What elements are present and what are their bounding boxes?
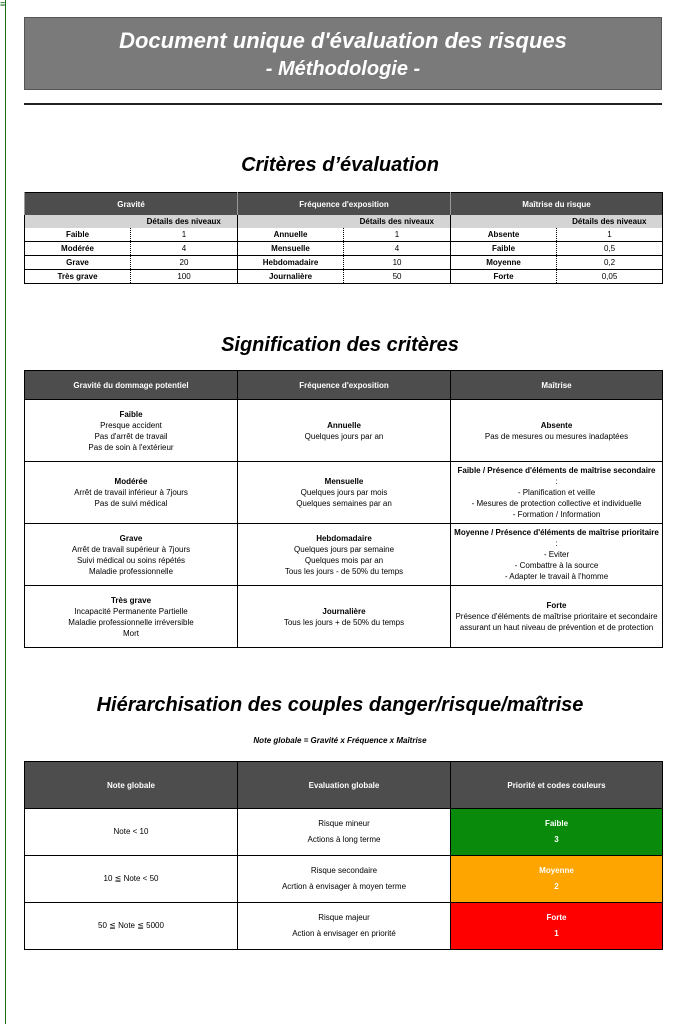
table-row bbox=[25, 903, 663, 950]
frequency-label: Hebdomadaire bbox=[238, 256, 344, 270]
priority-cell bbox=[451, 903, 663, 950]
control-cell bbox=[451, 462, 663, 524]
note-cell: 50 ≦ Note ≦ 5000 bbox=[25, 903, 238, 950]
frequency-line: Quelques semaines par an bbox=[296, 499, 392, 508]
control-label: Faible bbox=[451, 242, 557, 256]
control-title: Faible / Présence d'éléments de maîtrise secondaire bbox=[457, 466, 656, 475]
criteria-subheader-blank bbox=[25, 215, 131, 228]
meaning-table bbox=[24, 370, 663, 648]
control-title: Moyenne / Présence d'éléments de maîtrise prioritaire bbox=[454, 528, 659, 537]
frequency-value: 1 bbox=[344, 228, 451, 242]
gravity-cell bbox=[25, 462, 238, 524]
frequency-value: 4 bbox=[344, 242, 451, 256]
frequency-line: Quelques jours par mois bbox=[300, 488, 388, 497]
frequency-title: Annuelle bbox=[327, 420, 361, 430]
priority-code: 1 bbox=[554, 929, 559, 938]
criteria-header-row bbox=[25, 193, 663, 216]
priority-cell bbox=[451, 856, 663, 903]
frequency-cell bbox=[238, 524, 451, 586]
gravity-value: 1 bbox=[131, 228, 238, 242]
control-line: assurant un haut niveau de prévention et de protection bbox=[459, 623, 654, 632]
control-value: 0,05 bbox=[557, 270, 663, 284]
hierarchy-formula: Note globale = Gravité x Fréquence x Maîtrise bbox=[253, 736, 427, 745]
gravity-value: 100 bbox=[131, 270, 238, 284]
control-label: Absente bbox=[451, 228, 557, 242]
table-row bbox=[25, 228, 663, 242]
control-label: Moyenne bbox=[451, 256, 557, 270]
meaning-col-frequency: Fréquence d'exposition bbox=[238, 371, 451, 400]
gravity-line: Pas de soin à l'extérieur bbox=[88, 442, 174, 452]
gravity-line: Pas de suivi médical bbox=[94, 499, 168, 508]
title-divider bbox=[24, 103, 662, 105]
table-row bbox=[25, 462, 663, 524]
frequency-line: Quelques jours par an bbox=[304, 431, 384, 441]
meaning-col-control: Maîtrise bbox=[451, 371, 663, 400]
criteria-col-gravity: Gravité bbox=[25, 193, 238, 216]
gravity-line: Presque accident bbox=[100, 420, 162, 430]
control-line: Pas de mesures ou mesures inadaptées bbox=[484, 431, 629, 441]
gravity-value: 4 bbox=[131, 242, 238, 256]
hierarchy-table bbox=[24, 761, 663, 950]
gravity-label: Faible bbox=[25, 228, 131, 242]
eval-cell bbox=[238, 903, 451, 950]
table-row bbox=[25, 524, 663, 586]
priority-label: Moyenne bbox=[539, 866, 574, 875]
criteria-table bbox=[24, 192, 663, 284]
gravity-title: Modérée bbox=[114, 477, 148, 486]
eval-action: Action à envisager en priorité bbox=[292, 929, 396, 938]
priority-label: Forte bbox=[546, 913, 567, 922]
gravity-title: Faible bbox=[119, 409, 143, 419]
gravity-line: Arrêt de travail supérieur à 7jours bbox=[71, 544, 191, 554]
criteria-subheader-details: Détails des niveaux bbox=[344, 215, 451, 228]
control-value: 0,2 bbox=[557, 256, 663, 270]
gravity-line: Incapacité Permanente Partielle bbox=[74, 606, 188, 616]
control-line: - Combattre à la source bbox=[514, 561, 599, 570]
eval-cell bbox=[238, 856, 451, 903]
criteria-col-frequency: Fréquence d'exposition bbox=[238, 193, 451, 216]
frequency-label: Journalière bbox=[238, 270, 344, 284]
criteria-subheader-blank bbox=[238, 215, 344, 228]
criteria-subheader-details: Détails des niveaux bbox=[131, 215, 238, 228]
frequency-title: Mensuelle bbox=[324, 477, 364, 486]
frequency-cell bbox=[238, 462, 451, 524]
control-line: : bbox=[555, 477, 558, 486]
criteria-subheader-blank bbox=[451, 215, 557, 228]
note-cell: 10 ≦ Note < 50 bbox=[25, 856, 238, 903]
table-row bbox=[25, 400, 663, 462]
hierarchy-col-note: Note globale bbox=[25, 762, 238, 809]
control-line: - Eviter bbox=[543, 550, 570, 559]
table-row bbox=[25, 242, 663, 256]
meaning-header-row bbox=[25, 371, 663, 400]
hierarchy-col-priority: Priorité et codes couleurs bbox=[451, 762, 663, 809]
priority-code: 3 bbox=[554, 835, 559, 844]
gravity-value: 20 bbox=[131, 256, 238, 270]
frequency-line: Quelques jours par semaine bbox=[293, 544, 395, 554]
table-row bbox=[25, 586, 663, 648]
priority-code: 2 bbox=[554, 882, 559, 891]
control-cell bbox=[451, 524, 663, 586]
control-line: - Mesures de protection collective et individuelle bbox=[471, 499, 642, 508]
table-row bbox=[25, 256, 663, 270]
gravity-label: Très grave bbox=[25, 270, 131, 284]
criteria-col-control: Maîtrise du risque bbox=[451, 193, 663, 216]
frequency-title: Hebdomadaire bbox=[316, 533, 372, 543]
eval-title: Risque mineur bbox=[318, 819, 370, 828]
gravity-title: Grave bbox=[119, 533, 143, 543]
document-title-box bbox=[24, 17, 662, 90]
table-row bbox=[25, 809, 663, 856]
control-value: 0,5 bbox=[557, 242, 663, 256]
corner-mark: ≡ bbox=[0, 0, 6, 9]
priority-label: Faible bbox=[544, 819, 569, 828]
gravity-label: Modérée bbox=[25, 242, 131, 256]
eval-title: Risque secondaire bbox=[310, 866, 378, 875]
frequency-label: Mensuelle bbox=[238, 242, 344, 256]
gravity-line: Pas d'arrêt de travail bbox=[94, 431, 168, 441]
control-cell bbox=[451, 586, 663, 648]
criteria-subheader-details: Détails des niveaux bbox=[557, 215, 663, 228]
gravity-line: Maladie professionnelle bbox=[88, 566, 174, 576]
control-line: Présence d'éléments de maîtrise prioritaire et secondaire bbox=[455, 612, 658, 621]
gravity-line: Mort bbox=[123, 628, 139, 638]
criteria-section-title: Critères d’évaluation bbox=[241, 154, 439, 176]
frequency-value: 50 bbox=[344, 270, 451, 284]
frequency-line: Quelques mois par an bbox=[304, 555, 384, 565]
eval-title: Risque majeur bbox=[318, 913, 370, 922]
meaning-col-gravity: Gravité du dommage potentiel bbox=[25, 371, 238, 400]
frequency-line: Tous les jours + de 50% du temps bbox=[283, 617, 405, 627]
frequency-title: Journalière bbox=[322, 606, 366, 616]
control-value: 1 bbox=[557, 228, 663, 242]
frequency-cell bbox=[238, 586, 451, 648]
hierarchy-header-row bbox=[25, 762, 663, 809]
hierarchy-col-eval: Evaluation globale bbox=[238, 762, 451, 809]
gravity-cell bbox=[25, 524, 238, 586]
control-line: - Adapter le travail à l'homme bbox=[504, 572, 609, 581]
meaning-section-title: Signification des critères bbox=[221, 334, 459, 356]
control-cell bbox=[451, 400, 663, 462]
control-title: Absente bbox=[540, 420, 573, 430]
gravity-cell bbox=[25, 586, 238, 648]
frequency-value: 10 bbox=[344, 256, 451, 270]
control-line: : bbox=[555, 539, 558, 548]
control-label: Forte bbox=[451, 270, 557, 284]
note-cell: Note < 10 bbox=[25, 809, 238, 856]
control-line: - Planification et veille bbox=[517, 488, 596, 497]
frequency-cell bbox=[238, 400, 451, 462]
eval-cell bbox=[238, 809, 451, 856]
gravity-line: Suivi médical ou soins répétés bbox=[76, 555, 186, 565]
criteria-subheader-row bbox=[25, 215, 663, 228]
control-title: Forte bbox=[546, 601, 567, 610]
table-row bbox=[25, 856, 663, 903]
control-line: - Formation / Information bbox=[512, 510, 601, 519]
frequency-line: Tous les jours - de 50% du temps bbox=[284, 566, 404, 576]
hierarchy-section-title: Hiérarchisation des couples danger/risque/maîtrise bbox=[96, 694, 584, 716]
gravity-label: Grave bbox=[25, 256, 131, 270]
eval-action: Actions à long terme bbox=[307, 835, 381, 844]
table-row bbox=[25, 270, 663, 284]
document-subtitle: - Méthodologie - bbox=[265, 58, 421, 80]
eval-action: Acrtion à envisager à moyen terme bbox=[281, 882, 407, 891]
priority-cell bbox=[451, 809, 663, 856]
gravity-cell bbox=[25, 400, 238, 462]
gravity-line: Maladie professionnelle irréversible bbox=[68, 617, 194, 627]
frequency-label: Annuelle bbox=[238, 228, 344, 242]
gravity-title: Très grave bbox=[110, 595, 152, 605]
document-title: Document unique d'évaluation des risques bbox=[119, 28, 567, 53]
gravity-line: Arrêt de travail inférieur à 7jours bbox=[74, 488, 188, 497]
